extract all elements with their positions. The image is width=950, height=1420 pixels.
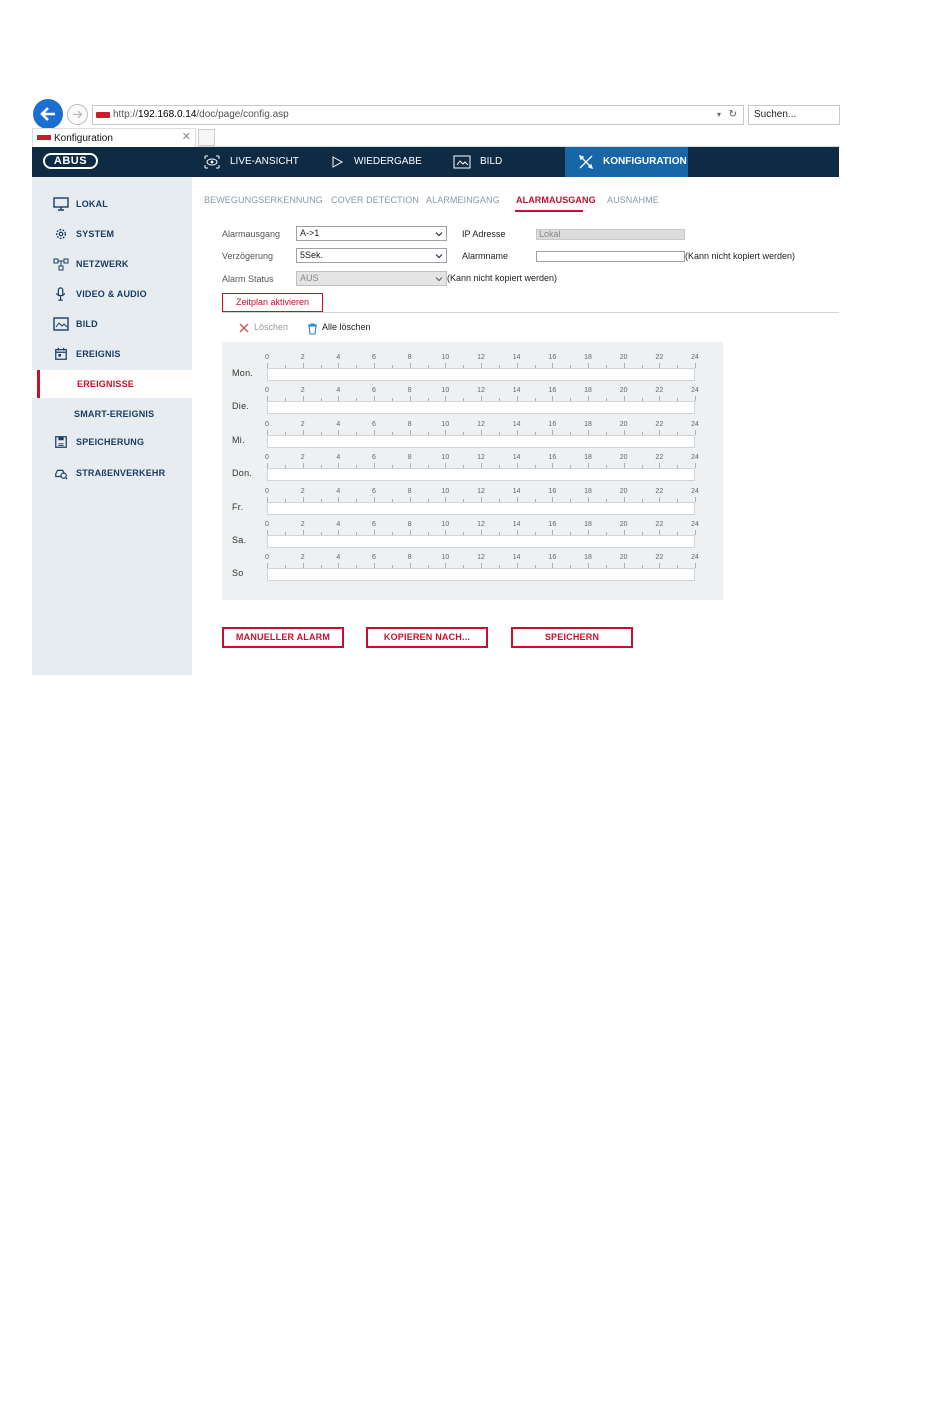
hour-tick-label: 4 xyxy=(336,387,341,395)
hour-tick-label: 10 xyxy=(441,354,450,361)
hour-tick-label: 0 xyxy=(265,521,269,528)
day-label: Mi. xyxy=(232,434,245,445)
hour-tick-label: 16 xyxy=(548,487,557,495)
hour-tick-label: 22 xyxy=(655,554,664,562)
active-tab-indicator xyxy=(515,210,583,212)
arrow-left-icon xyxy=(39,105,57,123)
hour-tick-label: 20 xyxy=(619,454,628,462)
hour-tick-label: 24 xyxy=(691,487,699,495)
hour-tick-label: 4 xyxy=(336,454,341,462)
hour-tick-label: 10 xyxy=(441,420,450,428)
schedule-timeline-bar[interactable] xyxy=(267,568,695,581)
delay-label: Verzögerung xyxy=(222,251,274,261)
hour-tick-label: 16 xyxy=(548,521,557,528)
hour-tick xyxy=(695,463,696,468)
hour-tick-label: 8 xyxy=(407,354,412,361)
alarm-status-label: Alarm Status xyxy=(222,274,274,284)
hour-tick-label: 2 xyxy=(300,354,305,361)
schedule-row xyxy=(222,542,723,579)
url-text: http://192.168.0.14/doc/page/config.asp xyxy=(113,109,289,120)
hour-tick-label: 8 xyxy=(407,420,412,428)
hour-tick-label: 24 xyxy=(691,554,699,562)
hour-tick-label: 20 xyxy=(619,387,628,395)
activate-schedule-button[interactable]: Zeitplan aktivieren xyxy=(222,293,323,312)
hour-tick-label: 4 xyxy=(336,420,341,428)
hour-tick-label: 16 xyxy=(548,387,557,395)
hour-tick xyxy=(695,530,696,535)
close-icon xyxy=(239,323,249,333)
chevron-down-icon xyxy=(435,230,443,238)
gear-icon xyxy=(53,227,69,241)
hour-tick-label: 14 xyxy=(512,521,521,528)
chevron-down-icon xyxy=(435,252,443,260)
new-tab-button[interactable] xyxy=(198,129,215,146)
hour-tick-label: 20 xyxy=(619,521,628,528)
trash-icon xyxy=(307,323,318,335)
back-button[interactable] xyxy=(33,99,63,129)
hour-tick-label: 12 xyxy=(477,454,485,462)
hour-tick-label: 20 xyxy=(619,554,628,562)
hour-tick-label: 0 xyxy=(265,554,269,562)
divider xyxy=(222,312,839,313)
tab-title: Konfiguration xyxy=(54,133,113,144)
image-icon xyxy=(453,155,471,169)
status-no-copy-note: (Kann nicht kopiert werden) xyxy=(447,273,558,283)
hour-tick-label: 22 xyxy=(655,454,664,462)
storage-icon xyxy=(53,435,69,449)
hour-tick-label: 18 xyxy=(584,554,592,562)
hour-tick-label: 10 xyxy=(441,521,450,528)
hour-tick-label: 18 xyxy=(584,420,592,428)
hour-tick-label: 14 xyxy=(512,420,521,428)
hour-tick-label: 16 xyxy=(548,554,557,562)
weekly-schedule xyxy=(222,342,723,600)
schedule-row xyxy=(222,342,723,376)
hour-tick-label: 12 xyxy=(477,387,485,395)
hour-tick-label: 6 xyxy=(372,387,376,395)
forward-button[interactable] xyxy=(67,104,88,125)
hour-tick-label: 4 xyxy=(336,521,341,528)
hour-tick-label: 14 xyxy=(512,387,521,395)
delay-value: 5Sek. xyxy=(300,250,324,260)
hour-tick-label: 10 xyxy=(441,554,450,562)
hour-tick-label: 20 xyxy=(619,354,628,361)
eye-icon xyxy=(204,155,220,169)
alarm-output-label: Alarmausgang xyxy=(222,229,281,239)
copy-to-button[interactable]: KOPIEREN NACH... xyxy=(366,627,488,648)
site-favicon-icon xyxy=(96,112,110,118)
hour-tick-label: 24 xyxy=(691,420,699,428)
name-no-copy-note: (Kann nicht kopiert werden) xyxy=(685,251,796,261)
tab-ausnahme[interactable]: AUSNAHME xyxy=(607,195,659,205)
hour-tick-label: 2 xyxy=(300,387,305,395)
microphone-icon xyxy=(53,287,69,301)
hour-tick-label: 0 xyxy=(265,387,269,395)
hour-tick-label: 2 xyxy=(300,521,305,528)
hour-tick-label: 6 xyxy=(372,554,376,562)
save-button[interactable]: SPEICHERN xyxy=(511,627,633,648)
hour-tick-label: 12 xyxy=(477,487,485,495)
schedule-row xyxy=(222,409,723,443)
hour-tick-label: 8 xyxy=(407,454,412,462)
hour-tick-label: 10 xyxy=(441,487,450,495)
hour-tick-label: 2 xyxy=(300,454,305,462)
day-label: Don. xyxy=(232,468,253,479)
hour-tick-label: 12 xyxy=(477,554,485,562)
hour-tick-label: 6 xyxy=(372,454,376,462)
address-bar[interactable] xyxy=(92,105,744,125)
hour-tick xyxy=(695,363,696,368)
sidebar-item-strassenverkehr[interactable]: STRAßENVERKEHR xyxy=(32,462,192,484)
calendar-icon xyxy=(53,347,69,361)
sidebar-item-ereignis[interactable]: EREIGNIS xyxy=(32,343,192,365)
sidebar-item-speicherung[interactable]: SPEICHERUNG xyxy=(32,431,192,453)
hour-tick-label: 6 xyxy=(372,354,376,361)
hour-tick-label: 8 xyxy=(407,387,412,395)
hour-tick-label: 10 xyxy=(441,387,450,395)
day-label: Sa. xyxy=(232,535,247,545)
hour-tick-label: 10 xyxy=(441,454,450,462)
hour-tick-label: 14 xyxy=(512,487,521,495)
play-icon xyxy=(330,155,344,169)
hour-tick-label: 6 xyxy=(372,487,376,495)
browser-tab[interactable] xyxy=(32,128,196,147)
manual-alarm-button[interactable]: MANUELLER ALARM xyxy=(222,627,344,648)
hour-tick-label: 16 xyxy=(548,354,557,361)
nav-image[interactable]: BILD xyxy=(453,147,523,177)
hour-tick-label: 14 xyxy=(512,554,521,562)
hour-tick-label: 24 xyxy=(691,521,699,528)
day-label: So xyxy=(232,568,244,579)
main-navigation xyxy=(32,147,839,177)
hour-tick-label: 18 xyxy=(584,487,592,495)
schedule-row xyxy=(222,442,723,479)
browser-tabbar xyxy=(32,128,840,147)
hour-tick-label: 0 xyxy=(265,354,269,361)
hour-tick xyxy=(695,563,696,568)
ip-address-label: IP Adresse xyxy=(462,229,506,239)
car-search-icon xyxy=(53,466,69,480)
chevron-down-icon xyxy=(435,275,443,283)
nav-playback[interactable]: WIEDERGABE xyxy=(330,147,430,177)
hour-tick-label: 8 xyxy=(407,521,412,528)
hour-tick-label: 24 xyxy=(691,354,699,361)
nav-configuration[interactable]: KONFIGURATION xyxy=(565,147,688,177)
hour-tick-label: 4 xyxy=(336,554,341,562)
sidebar-item-system[interactable]: SYSTEM xyxy=(32,223,192,245)
day-label: Mon. xyxy=(232,368,254,378)
schedule-row xyxy=(222,476,723,510)
hour-tick-label: 20 xyxy=(619,420,628,428)
hour-tick-label: 18 xyxy=(584,521,592,528)
sidebar-item-smart-ereignis[interactable]: SMART-EREIGNIS xyxy=(74,409,155,419)
hour-tick-label: 24 xyxy=(691,387,699,395)
hour-tick xyxy=(695,430,696,435)
ip-address-field: Lokal xyxy=(536,229,685,240)
chevron-down-icon[interactable]: ▾ xyxy=(716,110,721,119)
hour-tick-label: 16 xyxy=(548,420,557,428)
browser-search-input[interactable]: Suchen... xyxy=(748,105,840,125)
sidebar xyxy=(32,177,192,675)
schedule-row xyxy=(222,375,723,412)
hour-tick-label: 20 xyxy=(619,487,628,495)
browser-toolbar xyxy=(32,98,840,128)
hour-tick-label: 8 xyxy=(407,554,412,562)
hour-tick xyxy=(695,497,696,502)
hour-tick-label: 2 xyxy=(300,554,305,562)
sidebar-item-netzwerk[interactable]: NETZWERK xyxy=(32,253,192,275)
sidebar-item-video-audio[interactable]: VIDEO & AUDIO xyxy=(32,283,192,305)
hour-tick-label: 0 xyxy=(265,487,269,495)
tab-cover-detection[interactable]: COVER DETECTION xyxy=(331,195,420,205)
hour-tick-label: 22 xyxy=(655,487,664,495)
hour-tick-label: 12 xyxy=(477,420,485,428)
day-label: Die. xyxy=(232,401,250,412)
hour-tick-label: 6 xyxy=(372,420,376,428)
hour-tick-label: 2 xyxy=(300,487,305,495)
tab-alarmausgang[interactable]: ALARMAUSGANG xyxy=(516,195,596,205)
hour-tick-label: 8 xyxy=(407,487,412,495)
close-icon[interactable]: ✕ xyxy=(181,131,191,143)
hour-tick-label: 14 xyxy=(512,454,521,462)
tab-bewegungserkennung[interactable]: BEWEGUNGSERKENNUNG xyxy=(204,195,323,205)
network-icon xyxy=(53,257,69,271)
hour-tick-label: 2 xyxy=(300,420,305,428)
hour-tick-label: 0 xyxy=(265,420,269,428)
alarm-name-label: Alarmname xyxy=(462,251,509,261)
arrow-right-icon xyxy=(71,108,84,121)
sidebar-item-bild[interactable]: BILD xyxy=(32,313,192,335)
hour-tick-label: 22 xyxy=(655,354,664,361)
hour-tick-label: 12 xyxy=(477,354,485,361)
hour-tick xyxy=(695,396,696,401)
tab-alarmeingang[interactable]: ALARMEINGANG xyxy=(426,195,500,205)
image-icon xyxy=(53,317,69,331)
monitor-icon xyxy=(53,197,69,211)
schedule-row xyxy=(222,509,723,543)
hour-tick-label: 24 xyxy=(691,454,699,462)
sidebar-item-ereignisse[interactable]: EREIGNISSE xyxy=(32,370,192,398)
hour-tick-label: 14 xyxy=(512,354,521,361)
hour-tick-label: 18 xyxy=(584,387,592,395)
hour-tick-label: 4 xyxy=(336,354,341,361)
hour-tick-label: 22 xyxy=(655,521,664,528)
reload-icon[interactable]: ↻ xyxy=(728,109,737,120)
sidebar-item-lokal[interactable]: LOKAL xyxy=(32,193,192,215)
alarm-status-value: AUS xyxy=(300,273,319,283)
alarm-output-value: A->1 xyxy=(300,228,320,238)
nav-live-view[interactable]: LIVE-ANSICHT xyxy=(204,147,314,177)
delay-select[interactable] xyxy=(296,248,447,263)
site-favicon-icon xyxy=(37,135,51,140)
tools-icon xyxy=(578,154,594,170)
hour-tick-label: 22 xyxy=(655,420,664,428)
hour-tick-label: 16 xyxy=(548,454,557,462)
hour-tick-label: 18 xyxy=(584,354,592,361)
hour-tick-label: 0 xyxy=(265,454,269,462)
abus-logo: ABUS xyxy=(43,153,98,169)
alarm-name-field[interactable] xyxy=(536,251,685,262)
day-label: Fr. xyxy=(232,501,244,512)
hour-tick-label: 6 xyxy=(372,521,376,528)
alarm-output-select[interactable] xyxy=(296,226,447,241)
alarm-status-select xyxy=(296,271,447,286)
hour-tick-label: 22 xyxy=(655,387,664,395)
hour-tick-label: 18 xyxy=(584,454,592,462)
hour-tick-label: 4 xyxy=(336,487,341,495)
hour-tick-label: 12 xyxy=(477,521,485,528)
